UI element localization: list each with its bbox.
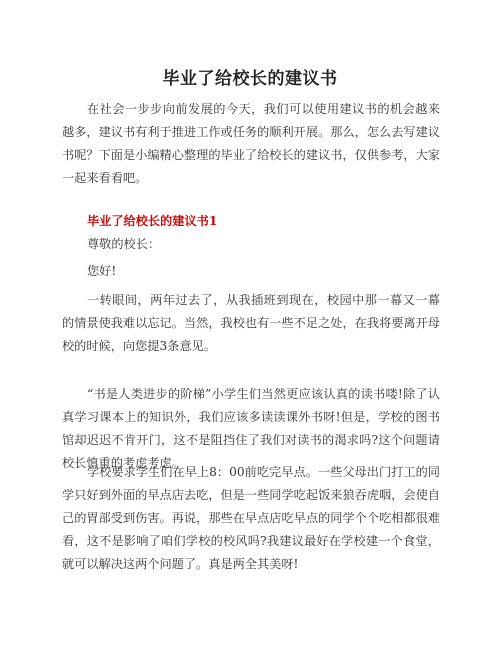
salutation: 尊敬的校长： — [87, 237, 161, 251]
greeting: 您好! — [87, 264, 117, 278]
body-paragraph-3: 学校要求学生们在早上8：00前吃完早点。一些父母出门打工的同学只好到外面的早点店去吃，但是一些同学吃起饭来狼吞虎咽，会使自己的胃部受到伤害。再说，那些在早点店吃早点的同学个个吃相都很难看，这不是影响了咱们学校的校风吗?我建议最好在学校建一个食堂，就可以解决这两个问题了。真是两全其美呀! — [62, 465, 440, 571]
body-paragraph-1: 一转眼间，两年过去了，从我插班到现在，校园中那一幕又一幕的情景使我难以忘记。当然，我校也有一些不足之处，在我将要离开母校的时候，向您提3条意见。 — [62, 293, 440, 353]
intro-paragraph: 在社会一步步向前发展的今天，我们可以使用建议书的机会越来越多，建议书有利于推进工作或任务的顺利开展。那么，怎么去写建议书呢？下面是小编精心整理的毕业了给校长的建议书，仅供参考，大家一起来看看吧。 — [62, 102, 440, 185]
document-title: 毕业了给校长的建议书 — [162, 69, 338, 89]
section-heading: 毕业了给校长的建议书1 — [87, 214, 218, 228]
body-paragraph-2: “书是人类进步的阶梯”小学生们当然更应该认真的读书喽!除了认真学习课本上的知识外，我们应该多读读课外书呀!但是，学校的图书馆却迟迟不肯开门，这不是阻挡住了我们对读书的渴求吗?这个问题请校长慎重的考虑考虑。 — [62, 387, 440, 470]
